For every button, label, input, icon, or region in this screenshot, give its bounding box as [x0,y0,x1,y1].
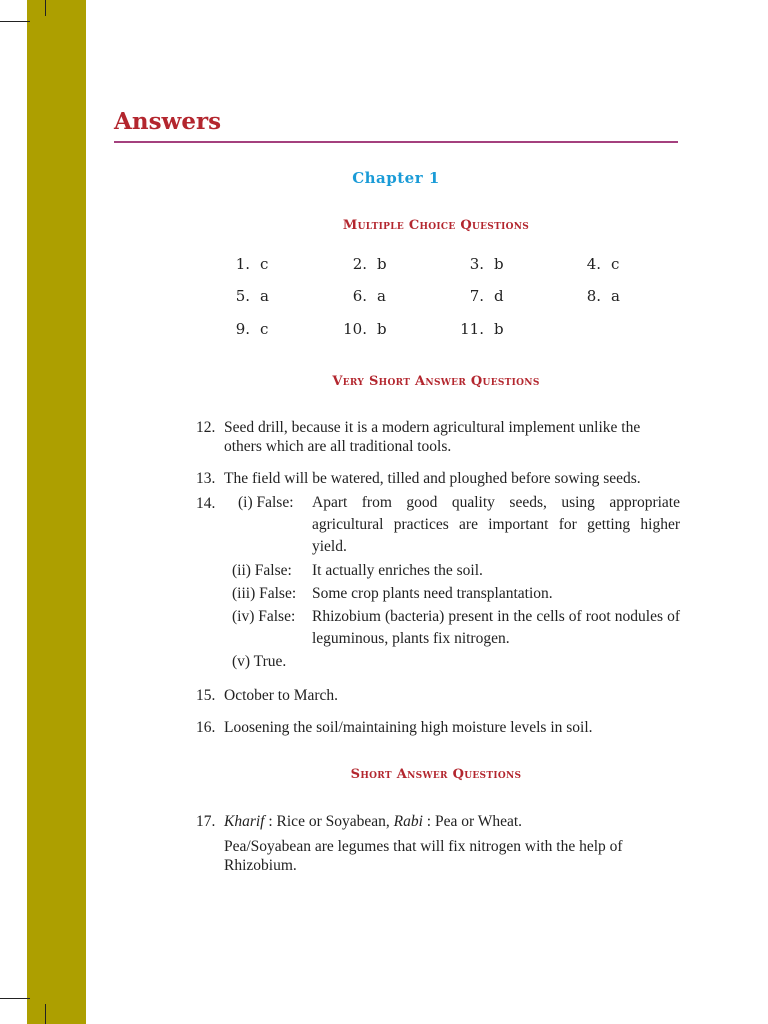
mcq-number: 7. [469,287,484,305]
mcq-number: 8. [586,287,601,305]
part-label: (iv) False: [232,608,296,625]
mcq-number: 6. [352,287,367,305]
crop-mark-top-horizontal [0,21,30,22]
answer-text: Loosening the soil/maintaining high moisture levels in soil. [224,719,593,736]
answer-text: The field will be watered, tilled and ploughed before sowing seeds. [224,470,641,487]
mcq-letter: b [494,255,504,273]
sidebar-band [27,0,86,1024]
mcq-answer-3 [448,255,504,273]
question-number: 15. [196,687,216,704]
mcq-letter: d [494,287,504,305]
mcq-answer-8 [565,287,620,305]
answer-17 [196,812,680,831]
mcq-number: 2. [352,255,367,273]
mcq-answer-9 [214,320,268,338]
kharif-label: Kharif [224,813,265,830]
mcq-number: 5. [235,287,250,305]
title-rule [114,141,678,143]
mcq-answer-6 [331,287,386,305]
part-text: It actually enriches the soil. [312,562,483,579]
mcq-answer-11 [448,320,504,338]
mcq-letter: c [260,320,269,338]
crop-mark-top-vertical [45,0,46,16]
crop-mark-bottom-horizontal [0,998,30,999]
mcq-answer-2 [331,255,387,273]
mcq-answer-10 [331,320,387,338]
mcq-answer-7 [448,287,504,305]
mcq-letter: b [377,255,387,273]
answer-15 [196,686,680,705]
mcq-number: 1. [235,255,250,273]
question-number: 17. [196,813,216,830]
answer-13 [196,469,680,488]
question-number: 12. [196,419,216,436]
mcq-answer-4 [565,255,619,273]
rabi-label: Rabi [393,813,423,830]
answer-14-part-iii [232,583,680,605]
part-text: Apart from good quality seeds, using appropriate agricultural practices are important for getting higher yield. [312,494,680,555]
part-text: Some crop plants need transplantation. [312,585,553,602]
answer-14-part-iv [232,606,680,650]
kharif-crops: : Rice or Soyabean, [264,813,394,830]
mcq-answer-5 [214,287,269,305]
sa-heading: Short Answer Questions [350,767,522,782]
mcq-letter: a [377,287,386,305]
answer-17-explanation [196,837,680,875]
mcq-number: 11. [460,320,484,338]
mcq-letter: a [611,287,620,305]
mcq-letter: b [494,320,504,338]
question-number: 14. [196,495,216,512]
answer-text: October to March. [224,687,339,704]
mcq-number: 4. [586,255,601,273]
answer-text: Seed drill, because it is a modern agricultural implement unlike the others which are all traditional tools. [224,419,641,455]
part-label: (iii) False: [232,585,297,602]
page-title: Answers [114,108,222,135]
answer-14-part-ii [232,560,680,582]
answer-16 [196,718,680,737]
question-number: 13. [196,470,216,487]
mcq-letter: a [260,287,269,305]
answer-text: Pea/Soyabean are legumes that will fix nitrogen with the help of Rhizobium. [224,838,623,874]
answer-text [224,812,680,831]
mcq-answer-1 [214,255,268,273]
question-number: 16. [196,719,216,736]
mcq-letter: c [260,255,269,273]
part-label: (i) False: [238,494,294,511]
mcq-number: 9. [235,320,250,338]
mcq-heading: Multiple Choice Questions [342,218,530,233]
answer-14-part-i [232,492,680,558]
part-label: (v) True. [232,653,287,670]
mcq-letter: c [611,255,620,273]
mcq-number: 3. [469,255,484,273]
crop-mark-bottom-vertical [45,1004,46,1024]
mcq-letter: b [377,320,387,338]
mcq-number: 10. [343,320,367,338]
part-text: Rhizobium (bacteria) present in the cells of root nodules of leguminous, plants fix nitrogen. [312,608,680,647]
chapter-heading: Chapter 1 [352,169,440,187]
answer-12 [196,418,680,456]
part-label: (ii) False: [232,562,292,579]
rabi-crops: : Pea or Wheat. [422,813,523,830]
vsa-heading: Very Short Answer Questions [332,374,540,389]
